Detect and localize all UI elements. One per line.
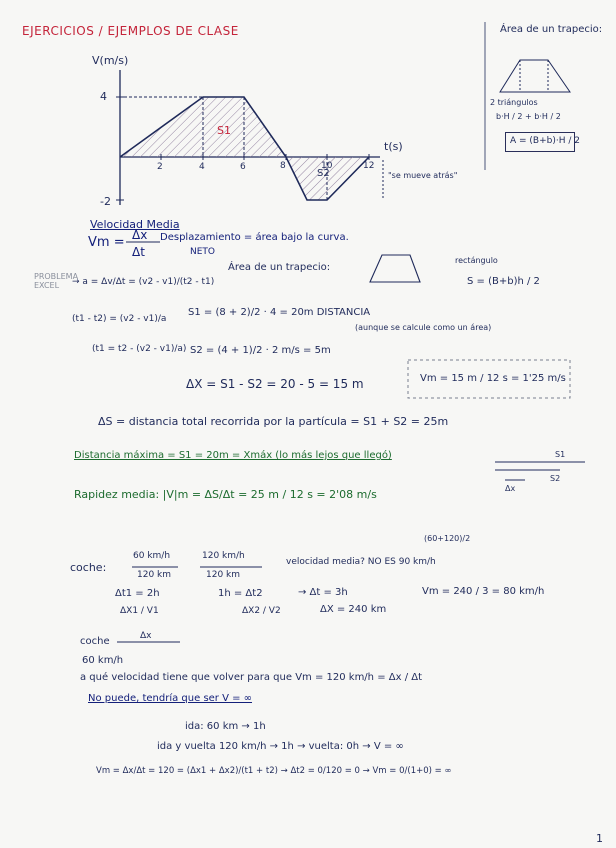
vm-heading: Velocidad Media <box>90 218 180 231</box>
graph-side-note: "se mueve atrás" <box>388 171 458 180</box>
dmax-line: Distancia máxima = S1 = 20m = Xmáx (lo más lejos que llegó) <box>74 450 392 461</box>
t2-eq: (t1 = t2 - (v2 - v1)/a) <box>92 344 187 354</box>
x-tick-8: 8 <box>280 161 286 171</box>
coche2-no: No puede, tendría que ser V = ∞ <box>88 693 253 704</box>
y-tick-4: 4 <box>100 90 107 103</box>
coche2-vuelta: ida y vuelta 120 km/h → 1h → vuelta: 0h → V = ∞ <box>157 741 404 752</box>
x-tick-2: 2 <box>157 162 163 172</box>
s-formula: S = (B+b)h / 2 <box>467 276 540 287</box>
mini-s2: S2 <box>550 474 561 483</box>
vm-arrow-text: Desplazamiento = área bajo la curva. <box>160 232 349 243</box>
mini-s1: S1 <box>555 450 566 459</box>
vm-neto: NETO <box>190 247 216 257</box>
trapezoid-formula-box: A = (B+b)·H / 2 <box>505 132 575 152</box>
coche-r2: ΔX2 / V2 <box>242 606 281 616</box>
region-s2-label: S2 <box>317 168 330 179</box>
vm-frac-den: Δt <box>132 245 145 259</box>
y-tick-neg2: -2 <box>100 195 111 208</box>
coche-t1: Δt1 = 2h <box>115 588 160 599</box>
coche2-last: Vm = Δx/Δt = 120 = (Δx1 + Δx2)/(t1 + t2) → Δt2 = 0/120 = 0 → Vm = 0/(1+0) = ∞ <box>96 766 452 776</box>
trapezoid-note-sub: 2 triángulos <box>490 98 538 107</box>
t1-eq: (t1 - t2) = (v2 - v1)/a <box>72 314 167 324</box>
coche2-ida: ida: 60 km → 1h <box>185 721 266 732</box>
s1-eq: S1 = (8 + 2)/2 · 4 = 20m DISTANCIA <box>188 307 371 318</box>
coche-d1: 120 km <box>137 570 172 580</box>
coche-r1: ΔX1 / V1 <box>120 606 159 616</box>
page-number: 1 <box>596 832 603 845</box>
coche2-v: 60 km/h <box>82 655 124 666</box>
coche-label: coche: <box>70 561 107 574</box>
trapezoid-note-f1: b·H / 2 + b·H / 2 <box>496 112 561 121</box>
page-title: EJERCICIOS / EJEMPLOS DE CLASE <box>22 24 239 38</box>
coche-v2: 120 km/h <box>202 551 245 561</box>
vm-frac-num: Δx <box>132 228 148 242</box>
side-eq: → a = Δv/Δt = (v2 - v1)/(t2 - t1) <box>72 277 215 287</box>
coche-t2: 1h = Δt2 <box>218 588 263 599</box>
x-tick-4: 4 <box>199 162 205 172</box>
trapezoid-note-title: Área de un trapecio: <box>500 24 603 35</box>
vm-label: Vm = <box>88 235 125 250</box>
coche-v1: 60 km/h <box>133 551 171 561</box>
s1-note: (aunque se calcule como un área) <box>355 323 492 332</box>
coche2-dx: Δx <box>140 631 152 641</box>
coche2-question: a qué velocidad tiene que volver para que Vm = 120 km/h = Δx / Δt <box>80 672 422 683</box>
rect-note: rectángulo <box>455 256 498 265</box>
mini-dx: Δx <box>505 484 516 493</box>
x-tick-12: 12 <box>363 161 375 171</box>
coche-d2: 120 km <box>206 570 241 580</box>
coche2-label: coche <box>80 636 110 647</box>
side-problem-label: PROBLEMA EXCEL <box>34 272 79 290</box>
coche-question-small: (60+120)/2 <box>424 534 471 543</box>
x-axis-label: t(s) <box>384 140 403 153</box>
vm-result: Vm = 15 m / 12 s = 1'25 m/s <box>420 373 566 384</box>
coche-vm: Vm = 240 / 3 = 80 km/h <box>422 586 545 597</box>
rapidez-line: Rapidez media: |V|m = ΔS/Δt = 25 m / 12 s = 2'08 m/s <box>74 488 377 501</box>
trapezoid-sketch-2 <box>370 255 420 282</box>
ds-line: ΔS = distancia total recorrida por la partícula = S1 + S2 = 25m <box>98 415 449 428</box>
s2-eq: S2 = (4 + 1)/2 · 2 m/s = 5m <box>190 345 331 356</box>
region-s1-label: S1 <box>217 124 231 137</box>
x-tick-10: 10 <box>321 161 333 171</box>
y-axis-label: V(m/s) <box>92 54 129 67</box>
dx-eq: ΔX = S1 - S2 = 20 - 5 = 15 m <box>186 377 364 391</box>
coche-dt: → Δt = 3h <box>298 587 348 598</box>
x-tick-6: 6 <box>240 162 246 172</box>
coche-dx: ΔX = 240 km <box>320 604 387 615</box>
trapezoid-sketch <box>500 60 570 92</box>
area-trapecio-label: Área de un trapecio: <box>228 262 331 273</box>
coche-question: velocidad media? NO ES 90 km/h <box>286 557 436 567</box>
